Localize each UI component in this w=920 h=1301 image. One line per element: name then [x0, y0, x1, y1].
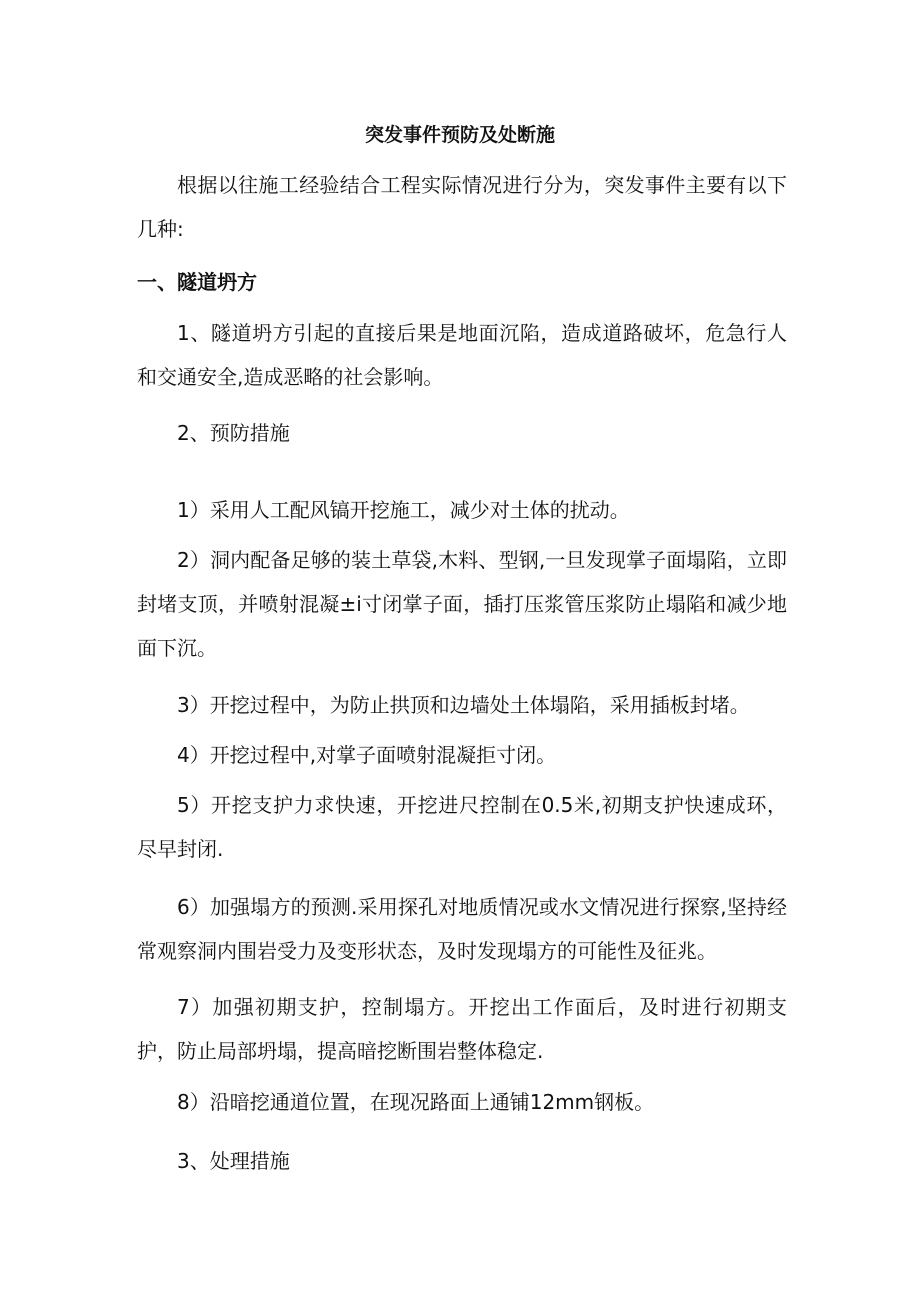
handling-measures-heading: 3、处理措施 — [177, 1149, 290, 1173]
measure-2: 2）洞内配备足够的装土草袋,木料、型钢,一旦发现掌子面塌陷，立即封堵支顶，并喷射混凝±i寸闭掌子面，插打压浆管压浆防止塌陷和减少地面下沉。 — [137, 548, 787, 660]
intro-paragraph: 根据以往施工经验结合工程实际情况进行分为，突发事件主要有以下几种: — [137, 173, 787, 241]
measure-1: 1）采用人工配风镐开挖施工，减少对土体的扰动。 — [177, 498, 630, 522]
measure-6: 6）加强塌方的预测.采用探孔对地质情况或水文情况进行探察,坚持经常观察洞内围岩受力及变形状态，及时发现塌方的可能性及征兆。 — [137, 895, 787, 963]
measure-7: 7）加强初期支护，控制塌方。开挖出工作面后，及时进行初期支护，防止局部坍塌，提高暗挖断围岩整体稳定. — [137, 995, 787, 1063]
item-1-paragraph: 1、隧道坍方引起的直接后果是地面沉陷，造成道路破坏，危急行人和交通安全,造成恶略的社会影响。 — [137, 321, 787, 389]
section-heading-tunnel-collapse: 一、隧道坍方 — [137, 270, 257, 294]
document-title: 突发事件预防及处断施 — [364, 124, 555, 146]
measure-4: 4）开挖过程中,对掌子面喷射混凝拒寸闭。 — [177, 743, 557, 767]
measure-5: 5）开挖支护力求快速，开挖进尺控制在0.5米,初期支护快速成环，尽早封闭. — [137, 793, 787, 861]
measure-3: 3）开挖过程中，为防止拱顶和边墙处土体塌陷，采用插板封堵。 — [177, 693, 750, 717]
prevention-measures-heading: 2、预防措施 — [177, 421, 290, 445]
measure-8: 8）沿暗挖通道位置，在现况路面上通铺12mm钢板。 — [177, 1090, 655, 1114]
